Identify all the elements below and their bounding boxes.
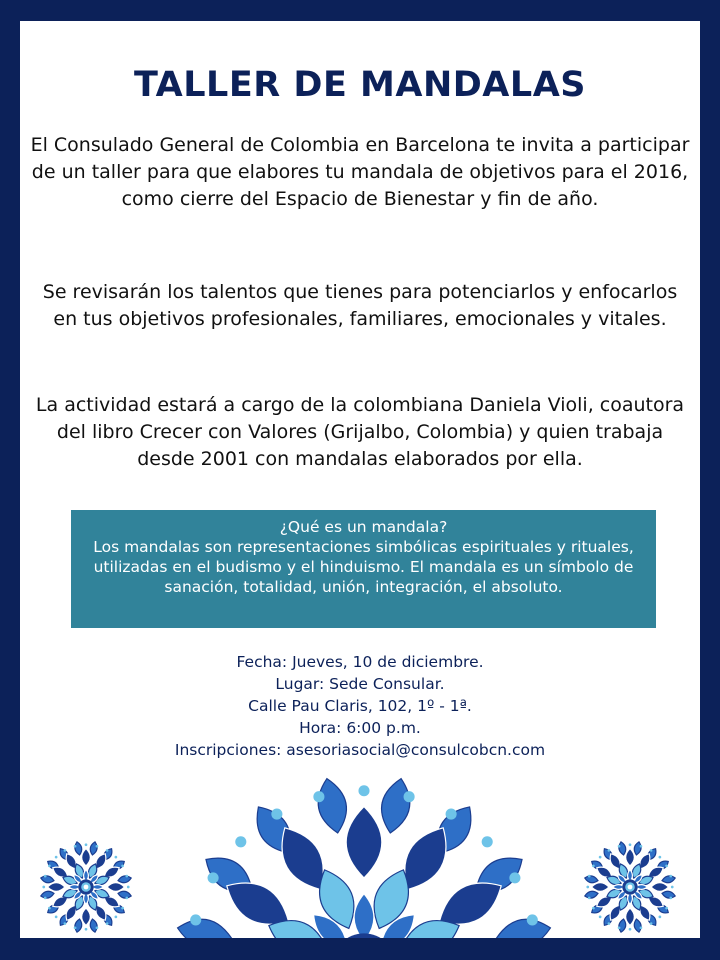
event-date: Fecha: Jueves, 10 de diciembre. [236,653,484,671]
event-place: Lugar: Sede Consular. [275,675,445,693]
flyer-page [20,21,700,938]
info-answer: Los mandalas son representaciones simbólicas espirituales y rituales, utilizadas en el budismo y el hinduismo. El mandala es un símbolo de sanación, totalidad, unión, integración, el absoluto. [93,538,634,596]
event-registration: Inscripciones: asesoriasocial@consulcobcn.com [174,741,546,759]
event-time: Hora: 6:00 p.m. [299,719,421,737]
mandala-info-box [71,510,656,628]
event-details [20,651,700,761]
info-question: ¿Qué es un mandala? [279,518,448,536]
facilitator-paragraph: La actividad estará a cargo de la colombiana Daniela Violi, coautora del libro Crecer con Valores (Grijalbo, Colombia) y quien trabaja desde 2001 con mandalas elaborados por ella. [35,394,685,470]
mandala-small-icon [38,839,134,935]
intro-paragraph: El Consulado General de Colombia en Barcelona te invita a participar de un taller para que elabores tu mandala de objetivos para el 2016, como cierre del Espacio de Bienestar y fin de año. [30,134,690,210]
event-address: Calle Pau Claris, 102, 1º - 1ª. [248,697,472,715]
mandala-small-icon [582,839,678,935]
page-title: TALLER DE MANDALAS [134,65,586,105]
talents-paragraph: Se revisarán los talentos que tienes para potenciarlos y enfocarlos en tus objetivos profesionales, familiares, emocionales y vitales. [42,281,678,330]
mandala-large-icon [166,767,562,938]
